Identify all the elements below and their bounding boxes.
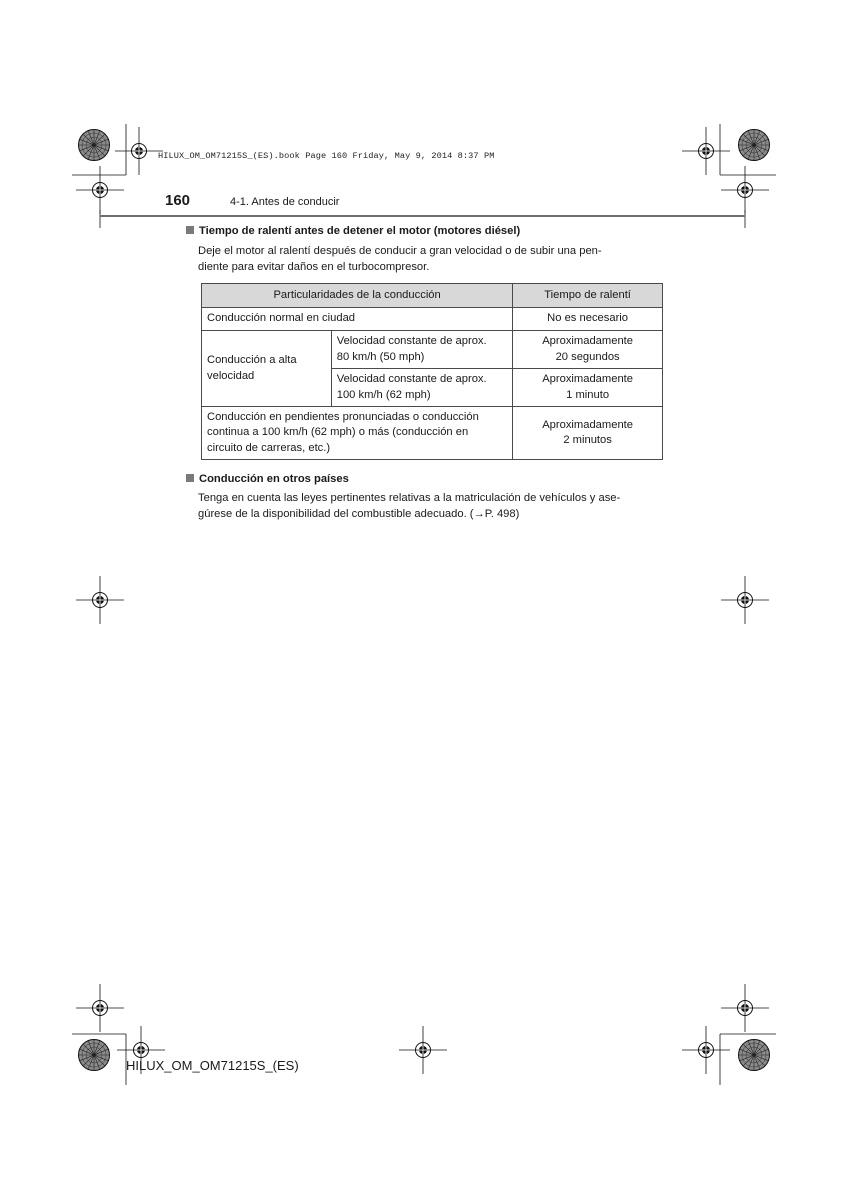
table-cell-time: No es necesario (513, 308, 663, 331)
table-cell-time: Aproximadamente 2 minutos (513, 407, 663, 460)
paragraph-line: diente para evitar daños en el turbocompresor. (198, 261, 430, 273)
header-rule (100, 215, 745, 217)
table-header-cell: Tiempo de ralentí (513, 284, 663, 308)
heading-text: Tiempo de ralentí antes de detener el motor (motores diésel) (199, 225, 521, 237)
paragraph-line: Tenga en cuenta las leyes pertinentes relativas a la matriculación de vehículos y ase- (198, 492, 621, 504)
print-header: HILUX_OM_OM71215S_(ES).book Page 160 Friday, May 9, 2014 8:37 PM (158, 151, 495, 161)
table-cell-group-label: Conducción a alta velocidad (202, 331, 332, 407)
other-countries-paragraph (198, 490, 657, 522)
table-row (202, 407, 663, 460)
paragraph-line: gúrese de la disponibilidad del combustible adecuado. (→P. 498) (198, 508, 520, 520)
square-bullet-icon (186, 474, 194, 482)
table-cell-condition: Conducción en pendientes pronunciadas o conducción continua a 100 km/h (62 mph) o más (conducción en circuito de carreras, etc.) (202, 407, 513, 460)
section-heading-other-countries (186, 473, 349, 485)
table-cell-condition: Velocidad constante de aprox. 100 km/h (62 mph) (331, 369, 512, 407)
table-cell-condition: Conducción normal en ciudad (202, 308, 513, 331)
idle-time-table (201, 283, 663, 460)
idling-paragraph (198, 243, 657, 275)
table-cell-time: Aproximadamente 1 minuto (513, 369, 663, 407)
table-cell-condition: Velocidad constante de aprox. 80 km/h (50 mph) (331, 331, 512, 369)
section-title: 4-1. Antes de conducir (230, 196, 340, 208)
table-header-row (202, 284, 663, 308)
square-bullet-icon (186, 226, 194, 234)
footer-code: HILUX_OM_OM71215S_(ES) (126, 1058, 299, 1073)
table-cell-time: Aproximadamente 20 segundos (513, 331, 663, 369)
table-header-cell: Particularidades de la conducción (202, 284, 513, 308)
paragraph-line: Deje el motor al ralentí después de conducir a gran velocidad o de subir una pen- (198, 245, 602, 257)
section-heading-idling (186, 225, 520, 237)
heading-text: Conducción en otros países (199, 473, 349, 485)
page-number: 160 (165, 192, 191, 209)
table-row (202, 308, 663, 331)
table-row (202, 331, 663, 369)
